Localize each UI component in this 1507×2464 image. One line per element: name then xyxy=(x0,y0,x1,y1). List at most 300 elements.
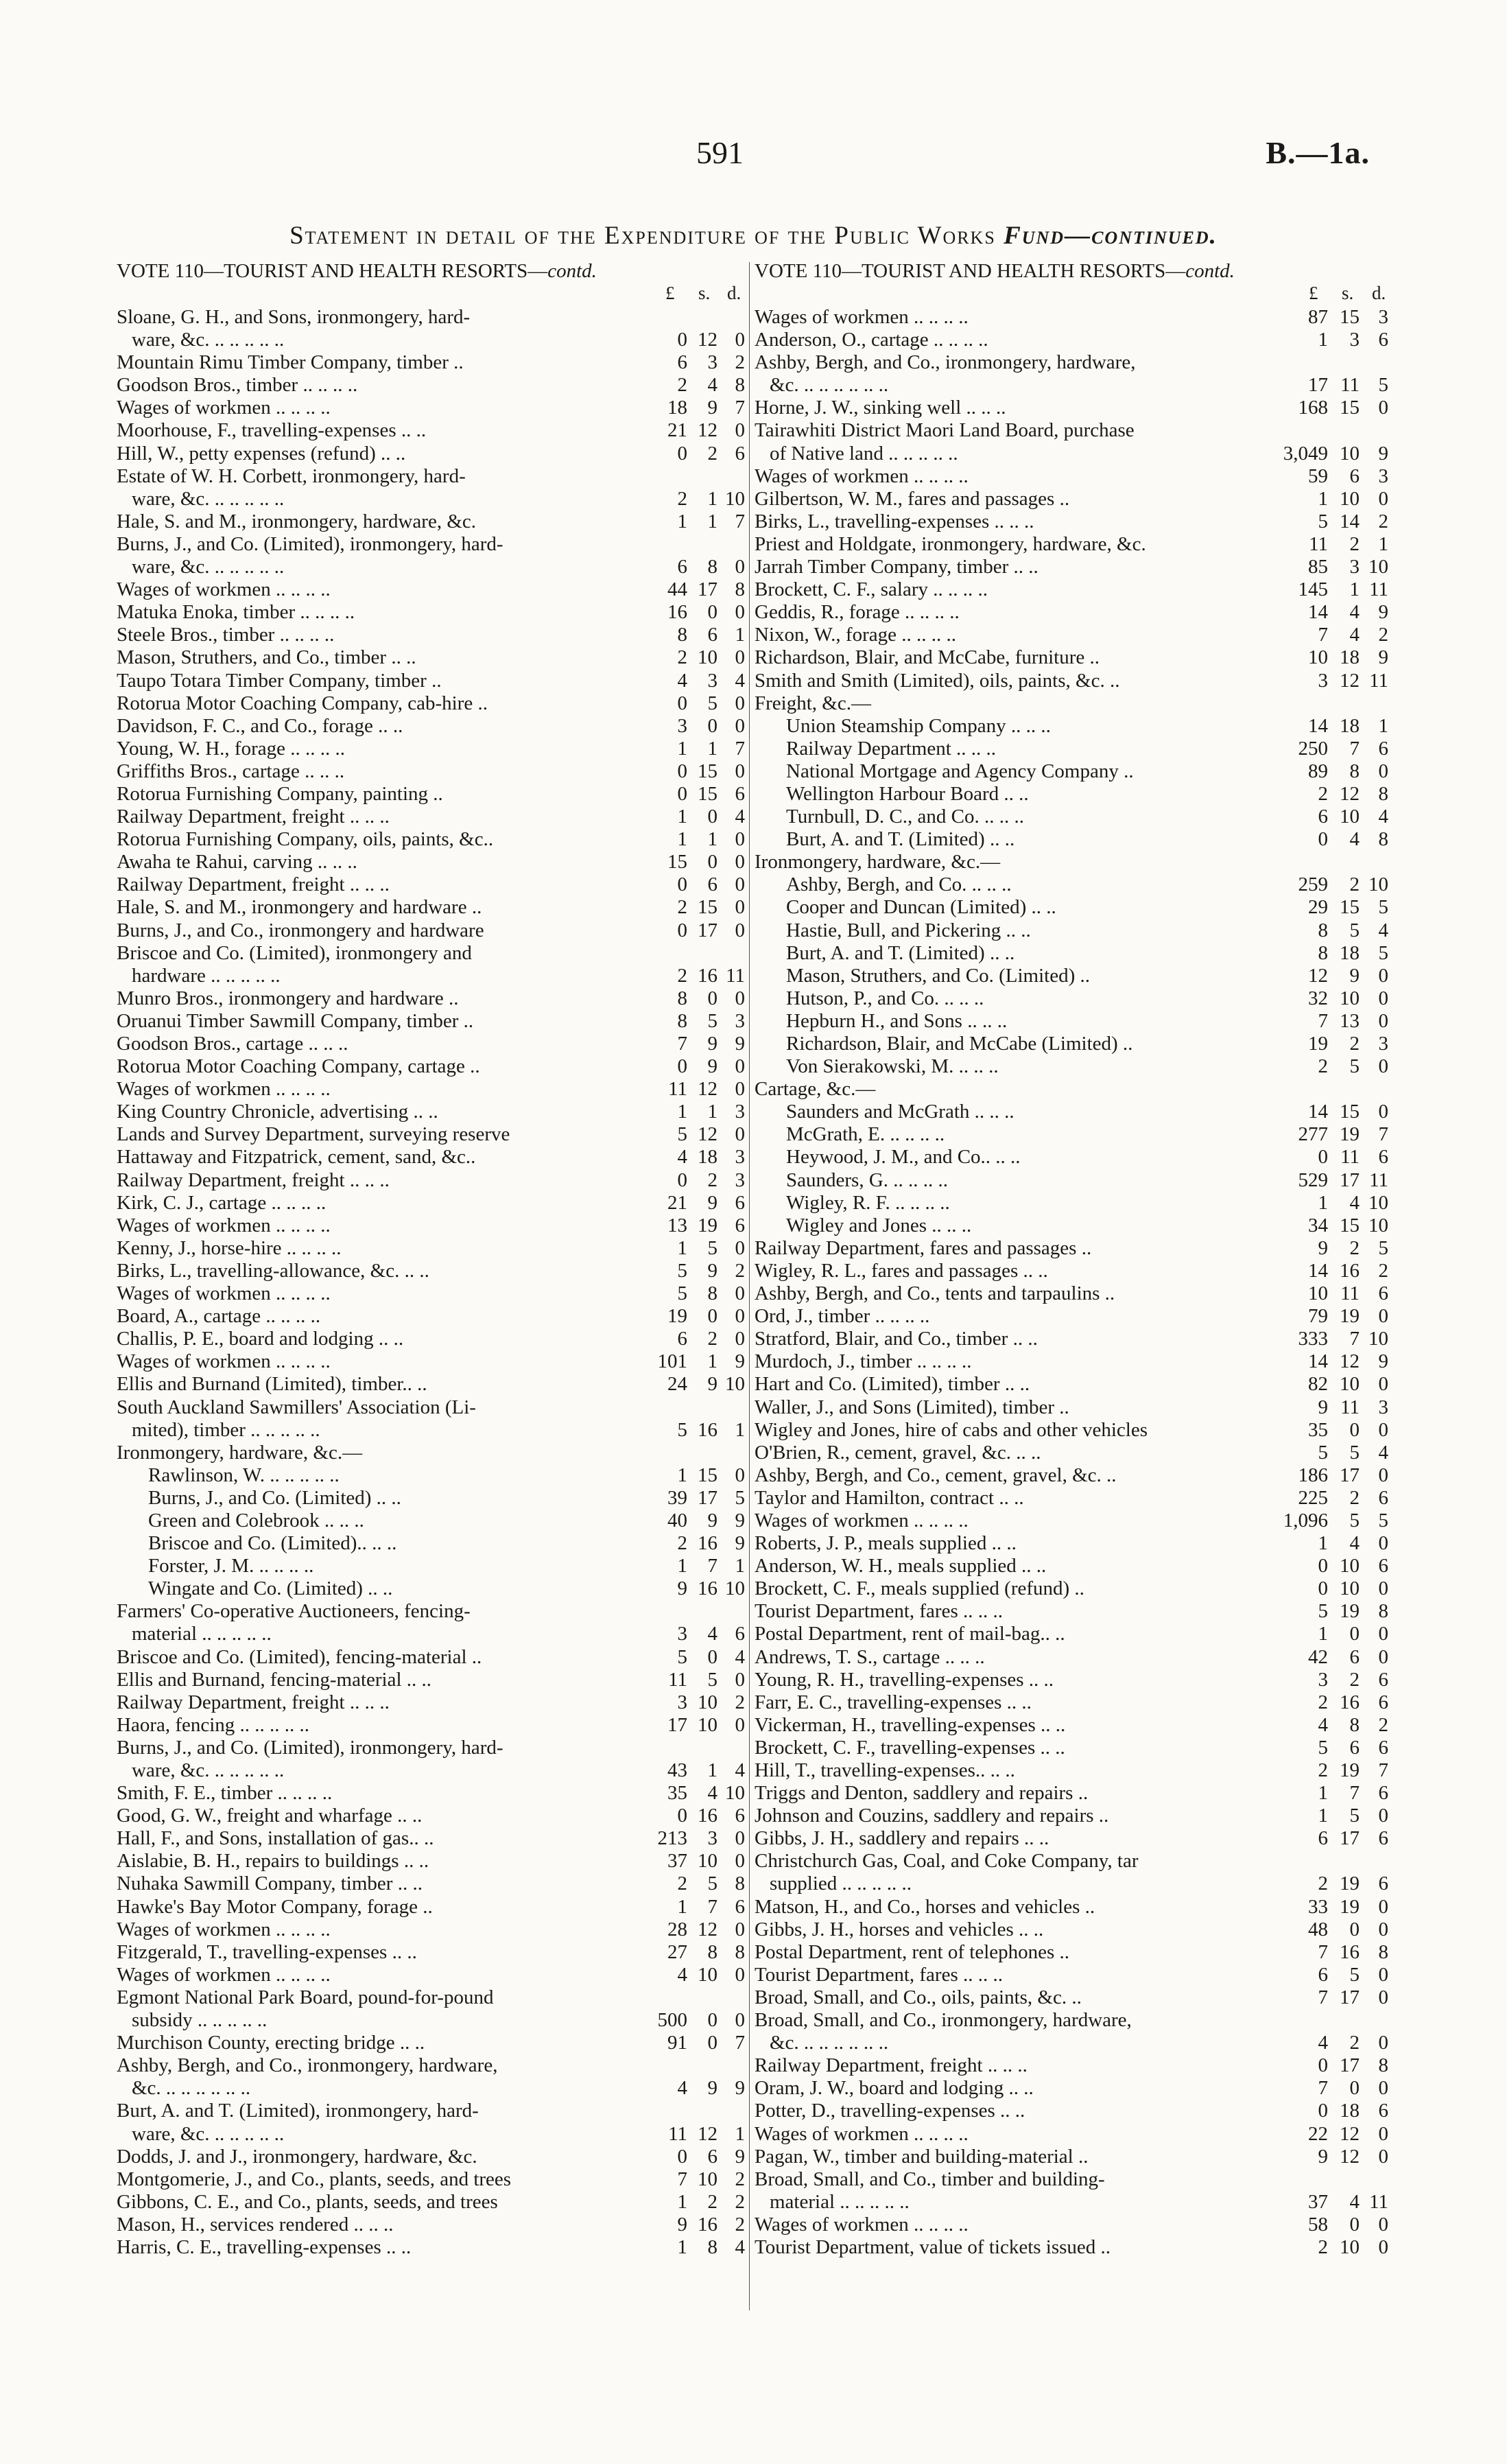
expenditure-row xyxy=(755,806,1389,828)
expenditure-row xyxy=(117,2100,745,2122)
amount-shillings: 10 xyxy=(698,1713,717,1736)
expenditure-row xyxy=(117,2168,745,2191)
entry-description: Young, W. H., forage .. .. .. .. xyxy=(117,737,345,760)
entry-description: Estate of W. H. Corbett, ironmongery, hard- xyxy=(117,465,466,487)
amount-shillings: 12 xyxy=(698,2122,717,2145)
entry-description: Waller, J., and Sons (Limited), timber .. xyxy=(755,1396,1069,1418)
entry-description: Burns, J., and Co. (Limited) .. .. xyxy=(148,1486,401,1509)
left-vote-title xyxy=(117,259,745,283)
amount-pence: 1 xyxy=(735,624,745,646)
entry-description: National Mortgage and Agency Company .. xyxy=(786,760,1134,782)
expenditure-row xyxy=(755,1123,1389,1146)
amount-shillings: 2 xyxy=(707,1169,717,1191)
expenditure-row xyxy=(755,2236,1389,2259)
amount-pounds: 0 xyxy=(677,329,687,351)
entry-description: Wellington Harbour Board .. .. xyxy=(786,782,1029,805)
amount-pounds: 29 xyxy=(1308,896,1328,919)
entry-description: Von Sierakowski, M. .. .. .. xyxy=(786,1055,999,1078)
entry-description: Railway Department, freight .. .. .. xyxy=(117,1691,390,1713)
amount-pence: 9 xyxy=(735,2145,745,2168)
amount-pence: 0 xyxy=(735,1918,745,1940)
amount-shillings: 0 xyxy=(707,806,717,828)
entry-description: Gilbertson, W. M., fares and passages .. xyxy=(755,487,1070,510)
entry-description: Wages of workmen .. .. .. .. xyxy=(117,578,331,601)
amount-shillings: 9 xyxy=(707,1191,717,1214)
amount-pence: 4 xyxy=(1378,1441,1388,1464)
expenditure-row xyxy=(117,1669,745,1691)
expenditure-row xyxy=(117,896,745,919)
amount-shillings: 18 xyxy=(1340,941,1360,964)
amount-shillings: 2 xyxy=(707,442,717,465)
entry-description: material .. .. .. .. .. xyxy=(132,1623,272,1645)
statement-title-main: Statement in detail of the Expenditure of the Public Works xyxy=(289,222,1004,250)
amount-shillings: 0 xyxy=(707,851,717,873)
amount-pence: 9 xyxy=(1378,442,1388,465)
amount-pounds: 14 xyxy=(1308,1350,1328,1373)
report-code: B.—1a. xyxy=(1266,135,1370,170)
amount-pounds: 5 xyxy=(1318,510,1328,532)
amount-pence: 3 xyxy=(1378,1033,1388,1055)
amount-shillings: 2 xyxy=(1349,1236,1360,1259)
entry-description: Burns, J., and Co. (Limited), ironmongery, hard- xyxy=(117,1736,503,1759)
entry-description: &c. .. .. .. .. .. .. xyxy=(132,2077,251,2100)
amount-pounds: 9 xyxy=(677,2213,687,2236)
amount-pounds: 8 xyxy=(677,624,687,646)
entry-description: Mason, Struthers, and Co. (Limited) .. xyxy=(786,964,1091,987)
expenditure-row xyxy=(755,1192,1389,1215)
left-currency-header xyxy=(117,283,745,306)
amount-pounds: 0 xyxy=(1318,2054,1328,2077)
amount-pounds: 22 xyxy=(1308,2122,1328,2145)
amount-shillings: 10 xyxy=(1340,1555,1360,1577)
page-header xyxy=(0,134,1507,176)
expenditure-row xyxy=(755,646,1389,669)
entry-description: Railway Department, freight .. .. .. xyxy=(117,806,390,828)
amount-pence: 6 xyxy=(735,442,745,465)
expenditure-row xyxy=(755,987,1389,1010)
entry-description: Ord, J., timber .. .. .. .. xyxy=(755,1305,930,1328)
amount-shillings: 10 xyxy=(1340,1577,1360,1600)
expenditure-row xyxy=(755,873,1389,896)
entry-description: Turnbull, D. C., and Co. .. .. .. xyxy=(786,806,1024,828)
amount-shillings: 4 xyxy=(1349,1191,1360,1214)
expenditure-row xyxy=(755,942,1389,965)
amount-pounds: 529 xyxy=(1298,1169,1328,1191)
amount-pence: 0 xyxy=(735,896,745,919)
amount-pence: 0 xyxy=(1378,1009,1388,1032)
expenditure-row xyxy=(755,1350,1389,1373)
amount-shillings: 12 xyxy=(698,419,717,442)
amount-pounds: 0 xyxy=(677,442,687,465)
amount-pounds: 15 xyxy=(667,851,687,873)
entry-description: Richardson, Blair, and McCabe, furniture .. xyxy=(755,646,1100,669)
amount-pence: 9 xyxy=(735,1509,745,1532)
entry-description: Rawlinson, W. .. .. .. .. .. xyxy=(148,1464,340,1486)
amount-pence: 5 xyxy=(735,1486,745,1509)
entry-description: Cartage, &c.— xyxy=(755,1078,876,1101)
entry-description: Broad, Small, and Co., timber and building- xyxy=(755,2168,1105,2190)
expenditure-row xyxy=(755,1600,1389,1623)
expenditure-row xyxy=(117,783,745,806)
amount-pounds: 14 xyxy=(1308,1101,1328,1123)
entry-description: Burns, J., and Co., ironmongery and hardware xyxy=(117,919,484,941)
entry-description: Wigley, R. F. .. .. .. .. xyxy=(786,1191,950,1214)
amount-shillings: 16 xyxy=(698,1805,717,1827)
expenditure-row xyxy=(755,919,1389,942)
amount-pounds: 2 xyxy=(1318,1873,1328,1895)
entry-description: Moorhouse, F., travelling-expenses .. .. xyxy=(117,419,427,442)
amount-shillings: 6 xyxy=(707,2145,717,2168)
amount-shillings: 19 xyxy=(1340,1305,1360,1328)
expenditure-row xyxy=(117,851,745,873)
expenditure-row xyxy=(117,306,745,329)
entry-description: Goodson Bros., cartage .. .. .. xyxy=(117,1033,348,1055)
amount-shillings: 17 xyxy=(698,578,717,601)
expenditure-row xyxy=(117,2123,745,2146)
amount-pence: 6 xyxy=(1378,1691,1388,1713)
entry-description: Griffiths Bros., cartage .. .. .. xyxy=(117,760,345,782)
amount-pence: 6 xyxy=(1378,329,1388,351)
amount-shillings: 4 xyxy=(707,1782,717,1805)
entry-description: Andrews, T. S., cartage .. .. .. xyxy=(755,1645,985,1668)
entry-description: Union Steamship Company .. .. .. xyxy=(786,714,1051,737)
amount-pence: 2 xyxy=(735,1259,745,1282)
amount-shillings: 10 xyxy=(698,646,717,669)
entry-description: Brockett, C. F., meals supplied (refund) .. xyxy=(755,1577,1084,1600)
entry-description: supplied .. .. .. .. .. xyxy=(770,1873,912,1895)
entry-description: Wages of workmen .. .. .. .. xyxy=(117,1078,331,1101)
entry-description: Gibbs, J. H., horses and vehicles .. .. xyxy=(755,1918,1044,1940)
amount-pounds: 2 xyxy=(677,374,687,397)
amount-pence: 6 xyxy=(1378,1282,1388,1305)
amount-pounds: 1 xyxy=(677,510,687,532)
entry-description: Anderson, W. H., meals supplied .. .. xyxy=(755,1555,1047,1577)
amount-shillings: 12 xyxy=(698,329,717,351)
entry-description: Wages of workmen .. .. .. .. xyxy=(117,1963,331,1986)
expenditure-row xyxy=(117,760,745,783)
amount-pounds: 1 xyxy=(677,737,687,760)
amount-shillings: 18 xyxy=(1340,646,1360,669)
amount-shillings: 15 xyxy=(1340,1101,1360,1123)
amount-shillings: 15 xyxy=(698,896,717,919)
amount-pounds: 0 xyxy=(677,1055,687,1078)
amount-shillings: 3 xyxy=(707,669,717,692)
amount-shillings: 5 xyxy=(1349,1805,1360,1827)
expenditure-row xyxy=(755,1373,1389,1396)
expenditure-row xyxy=(117,1805,745,1827)
amount-pence: 0 xyxy=(1378,1963,1388,1986)
amount-pence: 9 xyxy=(735,1350,745,1373)
amount-shillings: 2 xyxy=(1349,1668,1360,1691)
entry-description: Farmers' Co-operative Auctioneers, fencing- xyxy=(117,1600,471,1623)
amount-pence: 0 xyxy=(735,1236,745,1259)
amount-pounds: 0 xyxy=(677,782,687,805)
amount-pence: 0 xyxy=(735,828,745,851)
expenditure-row xyxy=(755,1010,1389,1033)
expenditure-row xyxy=(117,1033,745,1055)
amount-shillings: 8 xyxy=(1349,760,1360,782)
amount-shillings: 14 xyxy=(1340,510,1360,532)
amount-pounds: 2 xyxy=(1318,1055,1328,1078)
amount-pounds: 4 xyxy=(1318,2032,1328,2054)
amount-pence: 0 xyxy=(735,1464,745,1486)
amount-pence: 9 xyxy=(735,2077,745,2100)
entry-description: Tourist Department, value of tickets issued .. xyxy=(755,2236,1111,2258)
amount-shillings: 10 xyxy=(1340,487,1360,510)
amount-pounds: 0 xyxy=(677,692,687,714)
entry-description: Kirk, C. J., cartage .. .. .. .. xyxy=(117,1191,327,1214)
amount-pounds: 250 xyxy=(1298,737,1328,760)
amount-pence: 9 xyxy=(1378,601,1388,624)
amount-pounds: 2 xyxy=(677,487,687,510)
amount-shillings: 13 xyxy=(1340,1009,1360,1032)
amount-shillings: 5 xyxy=(707,1668,717,1691)
amount-shillings: 17 xyxy=(698,919,717,941)
amount-pence: 0 xyxy=(735,851,745,873)
expenditure-row xyxy=(755,1419,1389,1442)
amount-pounds: 79 xyxy=(1308,1305,1328,1328)
amount-shillings: 12 xyxy=(1340,2145,1360,2168)
amount-pence: 3 xyxy=(1378,1396,1388,1418)
expenditure-row xyxy=(755,1305,1389,1328)
expenditure-row xyxy=(755,1260,1389,1282)
entry-description: Brockett, C. F., salary .. .. .. .. xyxy=(755,578,988,601)
entry-description: Ironmongery, hardware, &c.— xyxy=(755,851,1001,873)
amount-pence: 3 xyxy=(1378,465,1388,487)
entry-description: Briscoe and Co. (Limited), fencing-material .. xyxy=(117,1645,482,1668)
amount-pounds: 21 xyxy=(667,1191,687,1214)
entry-description: Railway Department, freight .. .. .. xyxy=(755,2054,1028,2077)
amount-pounds: 8 xyxy=(677,1009,687,1032)
amount-pence: 7 xyxy=(735,737,745,760)
amount-pounds: 14 xyxy=(1308,601,1328,624)
entry-description: Ashby, Bergh, and Co., ironmongery, hardware, xyxy=(117,2054,498,2077)
entry-description: King Country Chronicle, advertising .. .. xyxy=(117,1101,438,1123)
amount-pounds: 1 xyxy=(1318,1191,1328,1214)
amount-pence: 10 xyxy=(725,1373,745,1396)
entry-description: Hutson, P., and Co. .. .. .. xyxy=(786,987,984,1009)
entry-description: Gibbons, C. E., and Co., plants, seeds, and trees xyxy=(117,2190,498,2213)
amount-pence: 6 xyxy=(1378,1668,1388,1691)
expenditure-row xyxy=(117,1396,745,1419)
amount-pence: 3 xyxy=(735,1009,745,1032)
amount-shillings: 16 xyxy=(1340,1940,1360,1963)
amount-pence: 0 xyxy=(735,1328,745,1350)
amount-pence: 10 xyxy=(725,487,745,510)
expenditure-row xyxy=(755,1328,1389,1350)
amount-shillings: 0 xyxy=(1349,1623,1360,1645)
entry-description: Young, R. H., travelling-expenses .. .. xyxy=(755,1668,1054,1691)
entry-description: Nixon, W., forage .. .. .. .. xyxy=(755,624,956,646)
amount-pence: 4 xyxy=(735,2236,745,2258)
expenditure-row xyxy=(117,1623,745,1645)
expenditure-row xyxy=(755,1691,1389,1714)
amount-pence: 0 xyxy=(1378,1532,1388,1555)
expenditure-row xyxy=(117,873,745,896)
amount-pounds: 6 xyxy=(677,556,687,578)
amount-shillings: 16 xyxy=(698,2213,717,2236)
amount-pence: 2 xyxy=(735,2168,745,2190)
amount-pence: 0 xyxy=(1378,1918,1388,1940)
expenditure-row xyxy=(117,1714,745,1737)
expenditure-row xyxy=(117,2214,745,2236)
amount-pounds: 37 xyxy=(1308,2190,1328,2213)
entry-description: Potter, D., travelling-expenses .. .. xyxy=(755,2100,1025,2122)
expenditure-row xyxy=(117,511,745,533)
amount-shillings: 7 xyxy=(1349,1782,1360,1805)
expenditure-row xyxy=(117,1827,745,1850)
amount-pounds: 225 xyxy=(1298,1486,1328,1509)
expenditure-row xyxy=(755,1532,1389,1555)
amount-shillings: 0 xyxy=(707,1305,717,1328)
entry-description: Saunders, G. .. .. .. .. xyxy=(786,1169,949,1191)
expenditure-row xyxy=(755,1510,1389,1532)
amount-pounds: 14 xyxy=(1308,714,1328,737)
expenditure-row xyxy=(755,2191,1389,2214)
entry-description: mited), timber .. .. .. .. .. xyxy=(132,1418,320,1441)
entry-description: Mason, H., services rendered .. .. .. xyxy=(117,2213,394,2236)
entry-description: ware, &c. .. .. .. .. .. xyxy=(132,556,285,578)
amount-pence: 11 xyxy=(1369,669,1388,692)
amount-shillings: 10 xyxy=(1340,2236,1360,2258)
amount-pence: 2 xyxy=(1378,624,1388,646)
amount-shillings: 4 xyxy=(707,1623,717,1645)
entry-description: Fitzgerald, T., travelling-expenses .. .. xyxy=(117,1940,417,1963)
expenditure-row xyxy=(117,1260,745,1282)
expenditure-row xyxy=(755,1078,1389,1101)
expenditure-row xyxy=(755,465,1389,488)
amount-pounds: 3,049 xyxy=(1283,442,1328,465)
amount-pence: 6 xyxy=(735,782,745,805)
amount-shillings: 8 xyxy=(707,1940,717,1963)
amount-pounds: 7 xyxy=(677,2168,687,2190)
entry-description: Wingate and Co. (Limited) .. .. xyxy=(148,1577,393,1600)
entry-description: Heywood, J. M., and Co.. .. .. xyxy=(786,1146,1021,1169)
expenditure-row xyxy=(117,1055,745,1078)
amount-pounds: 6 xyxy=(1318,1963,1328,1986)
entry-description: Tourist Department, fares .. .. .. xyxy=(755,1600,1003,1623)
left-column xyxy=(117,259,745,2259)
amount-pence: 0 xyxy=(1378,2236,1388,2258)
right-vote-title-suffix: contd. xyxy=(1185,260,1235,282)
expenditure-row xyxy=(755,374,1389,397)
amount-shillings: 2 xyxy=(1349,2032,1360,2054)
expenditure-row xyxy=(117,942,745,965)
amount-shillings: 5 xyxy=(1349,1055,1360,1078)
left-vote-title-text: VOTE 110—TOURIST AND HEALTH RESORTS— xyxy=(117,260,548,282)
amount-pence: 6 xyxy=(1378,1736,1388,1759)
entry-description: McGrath, E. .. .. .. .. xyxy=(786,1123,945,1146)
expenditure-row xyxy=(117,692,745,715)
amount-pounds: 18 xyxy=(667,397,687,419)
amount-pence: 0 xyxy=(735,1713,745,1736)
amount-pounds: 4 xyxy=(677,1963,687,1986)
entry-description: Jarrah Timber Company, timber .. .. xyxy=(755,556,1039,578)
expenditure-row xyxy=(755,1237,1389,1260)
entry-description: Rotorua Motor Coaching Company, cab-hire .. xyxy=(117,692,488,714)
amount-pounds: 9 xyxy=(1318,2145,1328,2168)
entry-description: ware, &c. .. .. .. .. .. xyxy=(132,2122,285,2145)
amount-shillings: 5 xyxy=(707,1236,717,1259)
entry-description: Kenny, J., horse-hire .. .. .. .. xyxy=(117,1236,342,1259)
expenditure-row xyxy=(755,1737,1389,1759)
entry-description: Hill, T., travelling-expenses.. .. .. xyxy=(755,1759,1015,1781)
expenditure-row xyxy=(117,1941,745,1964)
entry-description: Lands and Survey Department, surveying reserve xyxy=(117,1123,510,1146)
amount-pounds: 32 xyxy=(1308,987,1328,1009)
amount-shillings: 11 xyxy=(1340,1146,1360,1169)
amount-pounds: 1 xyxy=(677,1236,687,1259)
expenditure-row xyxy=(755,670,1389,692)
amount-pence: 6 xyxy=(735,1191,745,1214)
amount-shillings: 9 xyxy=(707,1033,717,1055)
expenditure-row xyxy=(755,715,1389,738)
entry-description: Wages of workmen .. .. .. .. xyxy=(755,306,969,328)
amount-shillings: 15 xyxy=(1340,1214,1360,1236)
amount-pounds: 3 xyxy=(1318,1668,1328,1691)
amount-shillings: 1 xyxy=(707,828,717,851)
amount-shillings: 19 xyxy=(1340,1895,1360,1918)
expenditure-row xyxy=(755,2054,1389,2077)
amount-pence: 0 xyxy=(1378,1418,1388,1441)
amount-pounds: 27 xyxy=(667,1940,687,1963)
amount-shillings: 5 xyxy=(1349,1441,1360,1464)
entry-description: Egmont National Park Board, pound-for-pound xyxy=(117,1986,494,2008)
amount-pence: 0 xyxy=(1378,1305,1388,1328)
amount-pence: 0 xyxy=(735,419,745,442)
amount-pence: 2 xyxy=(735,1691,745,1713)
expenditure-row xyxy=(117,1532,745,1555)
amount-shillings: 1 xyxy=(707,1759,717,1781)
amount-pence: 7 xyxy=(735,2032,745,2054)
entry-description: Hepburn H., and Sons .. .. .. xyxy=(786,1009,1008,1032)
amount-pence: 10 xyxy=(1368,556,1388,578)
amount-pounds: 16 xyxy=(667,601,687,624)
amount-shillings: 1 xyxy=(707,1350,717,1373)
amount-shillings: 18 xyxy=(1340,2100,1360,2122)
left-vote-title-suffix: contd. xyxy=(547,260,597,282)
amount-pounds: 5 xyxy=(1318,1600,1328,1623)
amount-shillings: 10 xyxy=(1340,987,1360,1009)
entry-description: Mason, Struthers, and Co., timber .. .. xyxy=(117,646,416,669)
amount-pounds: 3 xyxy=(677,1623,687,1645)
amount-shillings: 17 xyxy=(1340,1169,1360,1191)
amount-shillings: 1 xyxy=(707,510,717,532)
entry-description: Aislabie, B. H., repairs to buildings .. .. xyxy=(117,1850,429,1873)
amount-shillings: 16 xyxy=(1340,1259,1360,1282)
right-currency-header xyxy=(755,283,1389,306)
entry-description: Vickerman, H., travelling-expenses .. .. xyxy=(755,1713,1066,1736)
expenditure-row xyxy=(117,1691,745,1714)
amount-pence: 0 xyxy=(1378,2122,1388,2145)
amount-shillings: 15 xyxy=(698,760,717,782)
amount-shillings: 19 xyxy=(1340,1123,1360,1146)
amount-pence: 0 xyxy=(735,987,745,1009)
amount-pounds: 2 xyxy=(677,1532,687,1555)
shillings-header: s. xyxy=(698,283,711,303)
amount-pence: 9 xyxy=(735,1532,745,1555)
expenditure-row xyxy=(117,1896,745,1919)
expenditure-row xyxy=(117,1487,745,1510)
amount-pounds: 9 xyxy=(1318,1236,1328,1259)
entry-description: &c. .. .. .. .. .. .. xyxy=(770,2032,889,2054)
expenditure-row xyxy=(117,397,745,419)
amount-pounds: 2 xyxy=(1318,782,1328,805)
amount-pence: 10 xyxy=(725,1577,745,1600)
amount-shillings: 9 xyxy=(707,1259,717,1282)
amount-pounds: 333 xyxy=(1298,1328,1328,1350)
expenditure-row xyxy=(117,919,745,942)
